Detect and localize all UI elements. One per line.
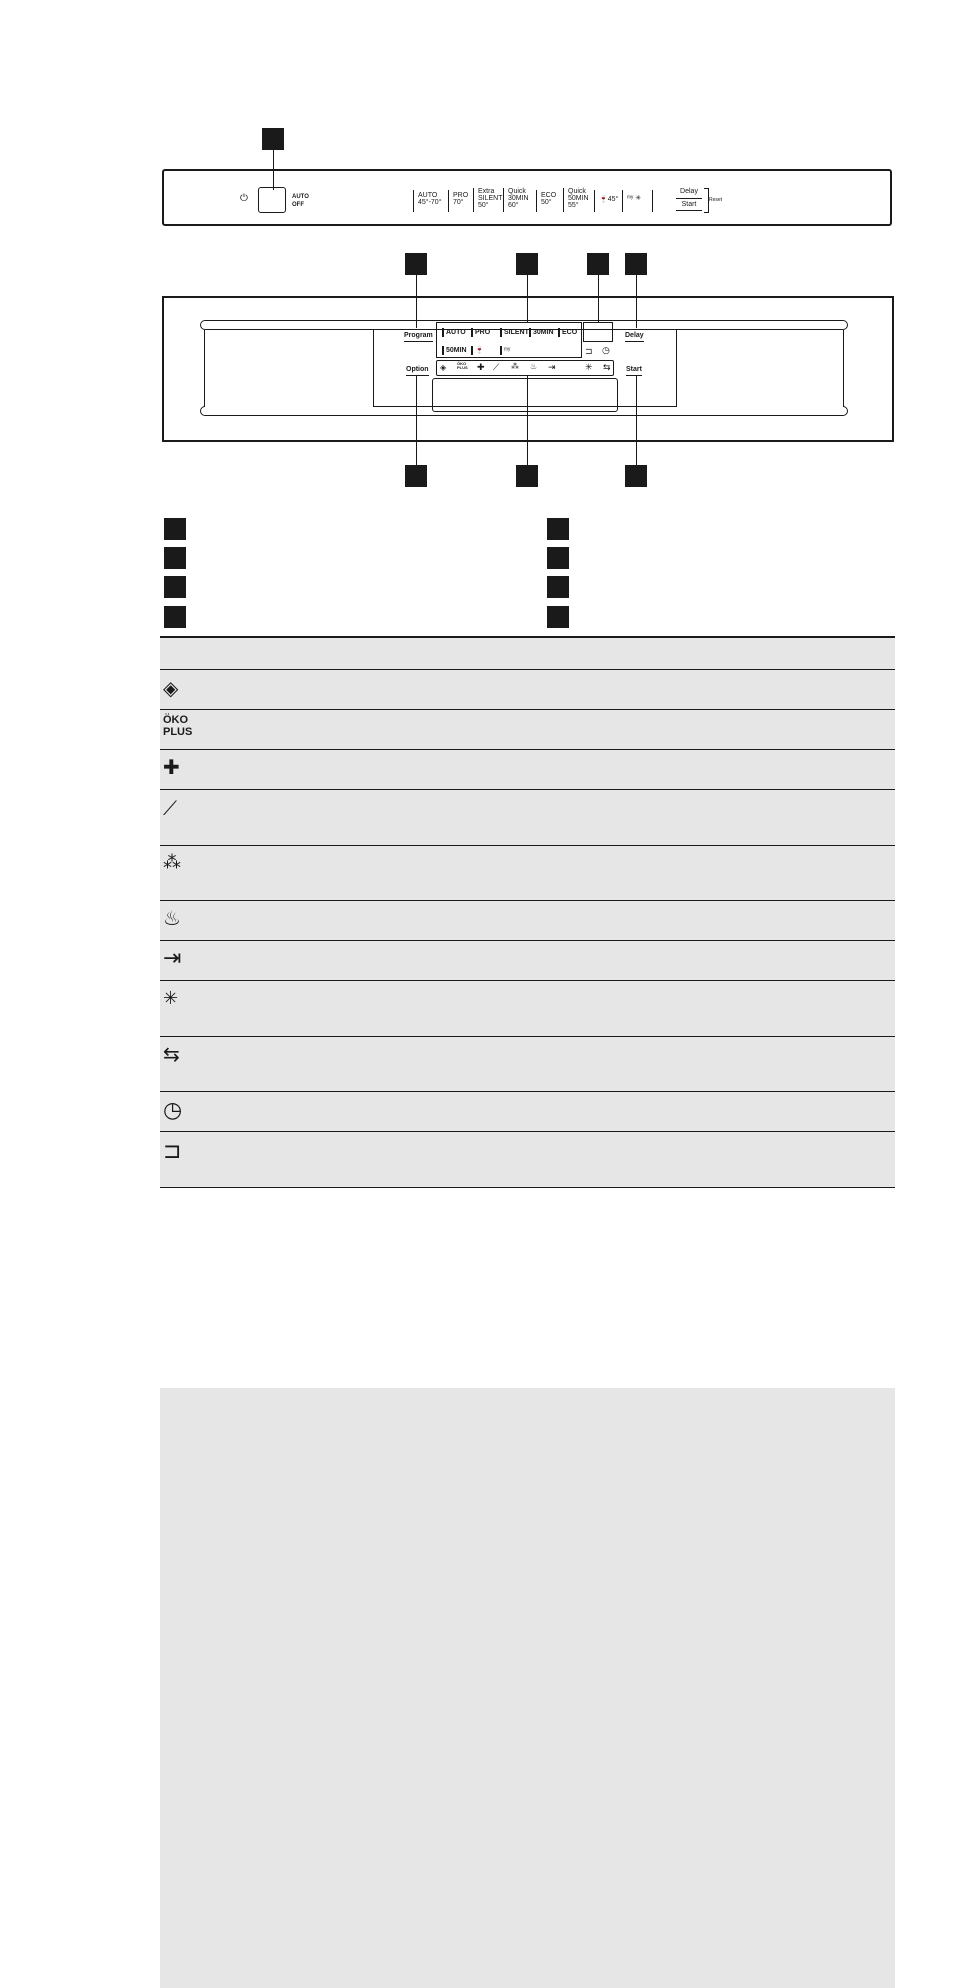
- divider: [652, 190, 653, 212]
- callout-marker: [516, 253, 538, 275]
- callout-marker: [405, 465, 427, 487]
- callout-marker: [625, 253, 647, 275]
- table-rule: [160, 669, 895, 670]
- legend-marker: [547, 576, 569, 598]
- reset-label: Reset: [709, 197, 723, 203]
- door-open-icon: ⊐: [163, 1138, 182, 1163]
- display-myfavourite-icon: ᵐʸ: [500, 346, 510, 355]
- legend-marker: [547, 518, 569, 540]
- callout-marker: [516, 465, 538, 487]
- display-silent: SILENT: [500, 328, 529, 337]
- drying-heat-icon: ♨: [530, 362, 538, 371]
- program-quick-50min: Quick 50MIN 55°: [563, 188, 589, 212]
- legend-marker: [164, 518, 186, 540]
- table-rule: [160, 1131, 895, 1132]
- top-start-label: Start: [681, 201, 697, 208]
- door-open-icon: ⊐: [585, 346, 593, 356]
- program-quick-30min: Quick 30MIN 60°: [503, 188, 529, 212]
- table-rule: [160, 1036, 895, 1037]
- sparkle-icon: ✳: [163, 988, 179, 1008]
- drying-heat-icon: ♨: [163, 908, 181, 930]
- spray-arms-icon: ⁂: [511, 362, 519, 371]
- callout-line: [636, 376, 637, 465]
- callout-marker: [625, 465, 647, 487]
- power-button[interactable]: [258, 187, 286, 213]
- display-auto: AUTO: [442, 328, 466, 337]
- callout-marker: [405, 253, 427, 275]
- cycle-icon: ⇆: [603, 362, 611, 372]
- divider: [676, 210, 702, 211]
- table-rule: [160, 709, 895, 710]
- salt-plus-icon: ✚: [477, 362, 485, 372]
- table-rule: [160, 749, 895, 750]
- table-rule: [160, 636, 895, 638]
- my-favourite-icon: ᵐʸ ✳: [627, 195, 642, 202]
- program-glass: 🍷45°: [594, 190, 618, 212]
- legend-marker: [547, 547, 569, 569]
- brush-icon: ⟋: [493, 362, 500, 372]
- handle-cutout-right: [676, 330, 844, 407]
- table-rule: [160, 1187, 895, 1188]
- table-rule: [160, 789, 895, 790]
- timer-icon: ◷: [163, 1097, 183, 1122]
- table-rule: [160, 940, 895, 941]
- auto-off-label: AUTO OFF: [292, 194, 309, 208]
- timer-icon: ◷: [602, 345, 610, 355]
- display-glass-icon: 🍷: [471, 346, 484, 355]
- callout-marker: [587, 253, 609, 275]
- legend-marker: [164, 547, 186, 569]
- top-delay-label: Delay: [680, 188, 698, 195]
- start-button[interactable]: Start: [626, 366, 642, 376]
- option-button[interactable]: Option: [406, 366, 429, 376]
- display-eco: ECO: [558, 328, 577, 337]
- table-rule: [160, 900, 895, 901]
- display-50min: 50MIN: [442, 346, 467, 355]
- power-icon: ⏻: [240, 193, 248, 204]
- legend-marker: [547, 606, 569, 628]
- table-rule: [160, 980, 895, 981]
- end-arrow-icon: ⇥: [548, 362, 556, 372]
- display-30min: 30MIN: [529, 328, 554, 337]
- legend-marker: [164, 576, 186, 598]
- sparkle-icon: ✳: [585, 362, 593, 372]
- divider: [676, 198, 702, 199]
- rinse-aid-icon: ◈: [440, 363, 447, 372]
- callout-line: [416, 376, 417, 465]
- callout-marker: [262, 128, 284, 150]
- time-display: [583, 322, 613, 342]
- handle-cutout-left: [204, 330, 374, 407]
- table-rule: [160, 845, 895, 846]
- program-auto: AUTO 45°-70°: [413, 190, 442, 212]
- delay-button[interactable]: Delay: [625, 332, 644, 342]
- page-bottom: [0, 1188, 954, 1388]
- spray-arms-icon: ⁂: [163, 852, 181, 872]
- callout-line: [527, 376, 528, 465]
- program-myfavourite: [622, 190, 641, 212]
- rinse-aid-icon: ◈: [163, 678, 179, 700]
- legend-marker: [164, 606, 186, 628]
- display-pro: PRO: [471, 328, 490, 337]
- oko-plus-icon: ÖKO PLUS: [457, 361, 468, 370]
- table-rule: [160, 1091, 895, 1092]
- program-pro: PRO 70°: [448, 190, 468, 212]
- program-extra-silent: Extra SILENT 50°: [473, 188, 503, 212]
- salt-plus-icon: ✚: [163, 757, 180, 779]
- brush-icon: ⟋: [163, 798, 177, 820]
- cycle-icon: ⇆: [163, 1044, 180, 1066]
- oko-plus-icon: ÖKO PLUS: [163, 714, 193, 738]
- program-button[interactable]: Program: [404, 332, 433, 342]
- lower-display: [432, 378, 618, 412]
- end-arrow-icon: ⇥: [163, 945, 182, 970]
- program-eco: ECO 50°: [536, 190, 556, 212]
